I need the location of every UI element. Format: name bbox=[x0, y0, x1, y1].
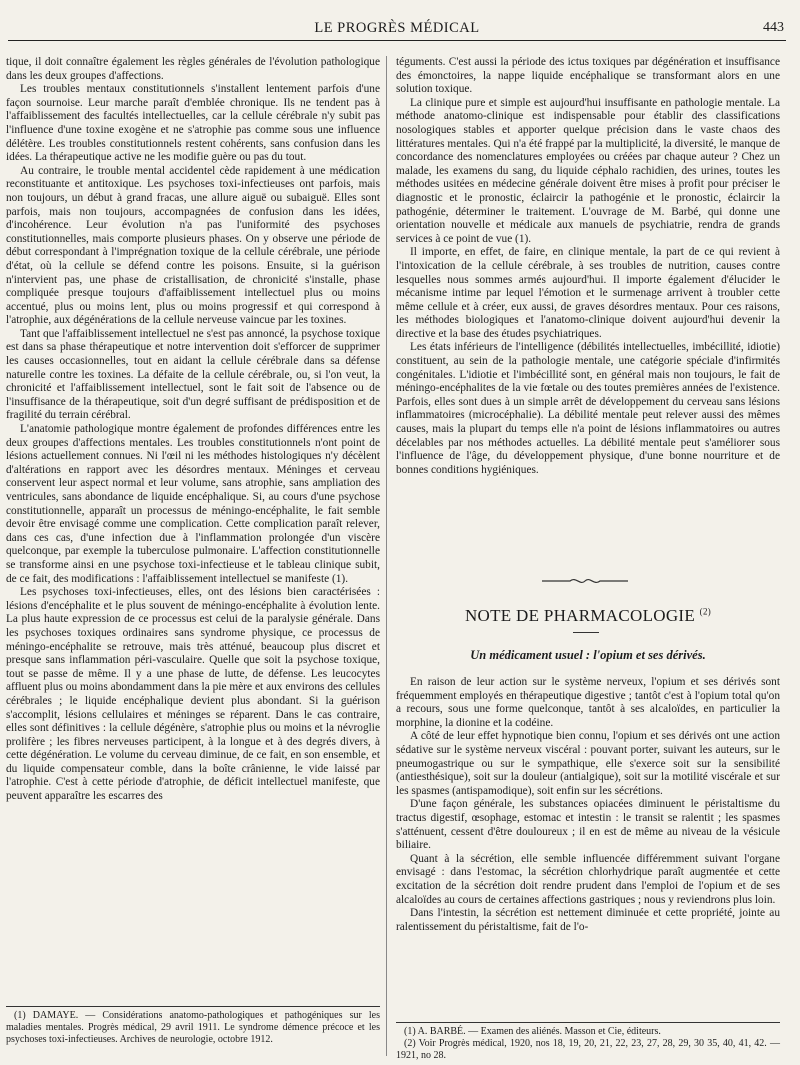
journal-title: LE PROGRÈS MÉDICAL bbox=[314, 20, 480, 36]
paragraph: La clinique pure et simple est aujourd'hui insuffisante en pathologie mentale. La méthode anatomo-clinique est indispensable pour établir des classifications nosologiques stables et apporter quelque précision dans le vaste chaos des littératures mentales. Qui n'a été frappé par la multiplicité, la diversité, le manque de concordance des nomenclatures employées ou créées par chaque auteur ? Chez un malade, les examens du sang, du liquide céphalo rachidien, des urines, toutes les méthodes usitées en médecine générale doivent être mises à profit pour préciser le diagnostic et le pronostic, éclaircir la pathogénie et le pronostic, éclaircir la pathogénie, déterminer le traitement. L'ouvrage de M. Barbé, qui donne une orientation nouvelle et médicale aux manuels de psychiatrie, rendra de grands services à ce point de vue (1). bbox=[396, 96, 780, 245]
paragraph: Il importe, en effet, de faire, en clinique mentale, la part de ce qui revient à l'intoxication de la cellule cérébrale, à ses troubles de nutrition, causes contre lesquelles nous sommes armés aujourd'hui. Il importe également d'élucider le mécanisme intime par lequel l'émotion et le surmenage arrivent à troubler cette même cellule et à créer, eux aussi, de graves désordres mentaux. Pour ces raisons, les méthodes biologiques et l'anatomo-clinique doivent aujourd'hui devenir la directive et la base des études psychiatriques. bbox=[396, 246, 780, 340]
paragraph: Dans l'intestin, la sécrétion est nettement diminuée et cette propriété, jointe au ralentissement du péristaltisme, fait de l'o- bbox=[396, 907, 780, 933]
right-footnotes bbox=[396, 1026, 780, 1061]
paragraph: Tant que l'affaiblissement intellectuel ne s'est pas annoncé, la psychose toxique est dans sa phase thérapeutique et notre intervention doit s'efforcer de supprimer les causes occasionnelles, tout en aidant la cellule cérébrale dans sa défense naturelle contre les toxines. La défaite de la cellule cérébrale, ou, si l'on veut, la chronicité et l'affaiblissement intellectuel, sont le fait soit de l'absence ou de l'insuffisance de la thérapeutique, soit d'un degré suffisant de prédisposition et de fragilité du terrain cérébral. bbox=[6, 327, 380, 422]
right-column bbox=[396, 56, 780, 477]
paragraph: L'anatomie pathologique montre également de profondes différences entre les deux groupes d'affections mentales. Les troubles constitutionnels n'ont point de lésions actuellement connues. Ni l'œil ni les méthodes histologiques n'y décèlent d'altérations en rapport avec les désordres mentaux. Méninges et cerveau conservent leur aspect normal et leur volume, sans atrophie, sans ampliation des ventricules, sans abondance de liquide encéphalique. Si, au cours d'une psychose constitutionnelle, apparaît un processus de méningo-encéphalite, le fait semble devoir être envisagé comme une complication. Cette complication paraît relever, dans ces cas, d'une infection due à l'inflammation prolongée d'un viscère quelconque, par exemple la tuberculose pulmonaire. L'affection constitutionnelle se transforme ainsi en une psychose toxi-infectieuse et le tableau clinique subit, de ce fait, des modifications : l'affaiblissement intellectuel se manifeste (1). bbox=[6, 423, 380, 585]
footnote: (1) A. BARBÉ. — Examen des aliénés. Masson et Cie, éditeurs. bbox=[404, 1026, 661, 1037]
paragraph: tique, il doit connaître également les règles générales de l'évolution pathologique dans les deux groupes d'affections. bbox=[6, 56, 380, 82]
footnote: (1) DAMAYE. — Considérations anatomo-pathologiques et pathogéniques sur les maladies mentales. Progrès médical, 29 avril 1911. Le syndrome démence précoce et les psychoses toxi-infectieuses. Archives de neurologie, octobre 1912. bbox=[6, 1010, 380, 1045]
paragraph: D'une façon générale, les substances opiacées diminuent le péristaltisme du tractus digestif, œsophage, estomac et intestin : le transit se ralentit ; les spasmes s'atténuent, cessent d'être douloureux ; il en est de même au niveau de la vésicule biliaire. bbox=[396, 798, 780, 852]
title-rule bbox=[573, 632, 599, 633]
note-body bbox=[396, 676, 780, 934]
paragraph: Au contraire, le trouble mental accidentel cède rapidement à une médication reconstituante et antitoxique. Les psychoses toxi-infectieuses ont parfois, mais non toujours, un début à grand fracas, une allure aiguë ou subaiguë. Elles sont parfois, mais non toujours, accompagnées de confusion dans les idées, d'incohérence. Leur évolution n'a pas l'uniformité des psychoses constitutionnelles, mais comporte plusieurs phases. On y observe une période de début correspondant à l'imprégnation toxique de la cellule cérébrale, une période d'état, où la cellule se défend contre les poisons. Ensuite, si la guérison n'intervient pas, une phase de cristallisation, de chronicité s'installe, phase compliquée presque toujours d'affaiblissement intellectuel plus ou moins accentué, plus ou moins lent, plus ou moins progressif et qui correspond à l'atrophie, aux dégénérations de la cellule nerveuse vaincue par les toxines. bbox=[6, 164, 380, 327]
section-ornament bbox=[540, 574, 630, 588]
column-divider bbox=[386, 56, 387, 1056]
running-header bbox=[8, 18, 786, 41]
footnote-rule bbox=[6, 1006, 380, 1007]
page-number: 443 bbox=[763, 20, 784, 35]
paragraph: En raison de leur action sur le système nerveux, l'opium et ses dérivés sont fréquemment employés en thérapeutique digestive ; tantôt c'est à l'opium total qu'on a recours, sous une forme quelconque, tantôt à ses alcaloïdes, en particulier la morphine, la dionine et la codéine. bbox=[396, 676, 780, 729]
section-title-footnote-ref: (2) bbox=[699, 606, 712, 617]
paragraph: téguments. C'est aussi la période des ictus toxiques par dégénération et insuffisance des émonctoires, la nappe liquide encéphalique se transformant alors en une solution toxique. bbox=[396, 56, 780, 96]
section-title-text: NOTE DE PHARMACOLOGIE bbox=[464, 606, 696, 625]
paragraph: Quant à la sécrétion, elle semble influencée différemment suivant l'organe envisagé : dans l'estomac, la sécrétion chlorhydrique paraît augmentée et cette excitation de la sécrétion doit rendre prudent dans l'emploi de l'opium et de ses alcaloïdes au cours de certaines affections gastriques ; nous y reviendrons plus loin. bbox=[396, 852, 780, 906]
paragraph: Les psychoses toxi-infectieuses, elles, ont des lésions bien caractérisées : lésions d'encéphalite et le plus souvent de méningo-encéphalite à évolution lente. La plus haute expression de ce processus est celui de la paralysie générale. Dans les psychoses toxiques ordinaires sans syndrome physique, ce processus de méningo-encéphalite se retrouve, mais très atténué, beaucoup plus discret et presque sans inflammation péri-vasculaire. Quelle que soit la psychose toxique, tout se passe de même. Il y a une phase de lutte, de défense. Les leucocytes affluent plus ou moins abondamment dans la pie mère et aux environs des cellules cérébrales ; le liquide encéphalique devient plus abondant. Si la guérison s'accomplit, lésions cellulaires et méninges se réparent. Dans le cas contraire, elles sont définitives : la cellule dégénère, s'atrophie plus ou moins et la névroglie prolifère ; les fibres nerveuses participent, à la longue et à des degrés divers, à cette dégénération. Le volume du cerveau diminue, de ce fait, en son ensemble, et du liquide compensateur comble, dans la boîte crânienne, le vide laissé par l'atrophie. C'est à cette période d'atrophie, de déficit intellectuel manifeste, que peuvent apparaître les escarres des bbox=[6, 586, 380, 803]
section-subtitle: Un médicament usuel : l'opium et ses dérivés. bbox=[470, 648, 706, 662]
footnote: (2) Voir Progrès médical, 1920, nos 18, 19, 20, 21, 22, 23, 27, 28, 29, 30 35, 40, 41, 42. — 1921, no 28. bbox=[396, 1037, 780, 1061]
paragraph: Les états inférieurs de l'intelligence (débilités intellectuelles, imbécillité, idiotie) constituent, au sein de la pathologie mentale, une catégorie spéciale d'infirmités congénitales. L'idiotie et l'imbécillité sont, en général mais non toujours, le fait de méningo-encéphalites de la vie fœtale ou des toutes premières années de l'existence. Parfois, elles sont dues à un simple arrêt de développement du cerveau sans lésions inflammatoires (microcéphalie). La débilité mentale peut relever aussi des mêmes causes, mais la plupart du temps elle n'a point de lésions inflammatoires ou autres décelables par nos méthodes actuelles. La débilité mentale peut s'améliorer sous l'influence de l'âge, du développement physique, d'une bonne nourriture et de bonnes conditions hygiéniques. bbox=[396, 341, 780, 476]
footnote-rule bbox=[396, 1022, 780, 1023]
section-title bbox=[396, 606, 780, 626]
left-column bbox=[6, 56, 380, 804]
paragraph: Les troubles mentaux constitutionnels s'installent lentement parfois d'une façon sournoise. Leur marche paraît d'emblée chronique. Ils ne tendent pas à l'affaiblissement des facultés intellectuelles, car la cellule cérébrale n'y subit pas l'influence d'une toxine exogène et ne s'atrophie pas comme sous une influence délétère. Les troubles constitutionnels restent cohérents, sans confusion dans les idées. La thérapeutique active ne les modifie guère ou pas du tout. bbox=[6, 83, 380, 164]
left-footnotes bbox=[6, 1010, 380, 1045]
paragraph: A côté de leur effet hypnotique bien connu, l'opium et ses dérivés ont une action sédative sur le système nerveux viscéral : pouvant porter, suivant les auteurs, sur le pneumogastrique ou sur le sympathique, elle s'exerce soit sur la sensibilité (antiesthésique), soit sur la douleur (antialgique), soit sur la motilité viscérale et sur les spasmes (antispamodique), soit enfin sur les sécrétions. bbox=[396, 730, 780, 797]
